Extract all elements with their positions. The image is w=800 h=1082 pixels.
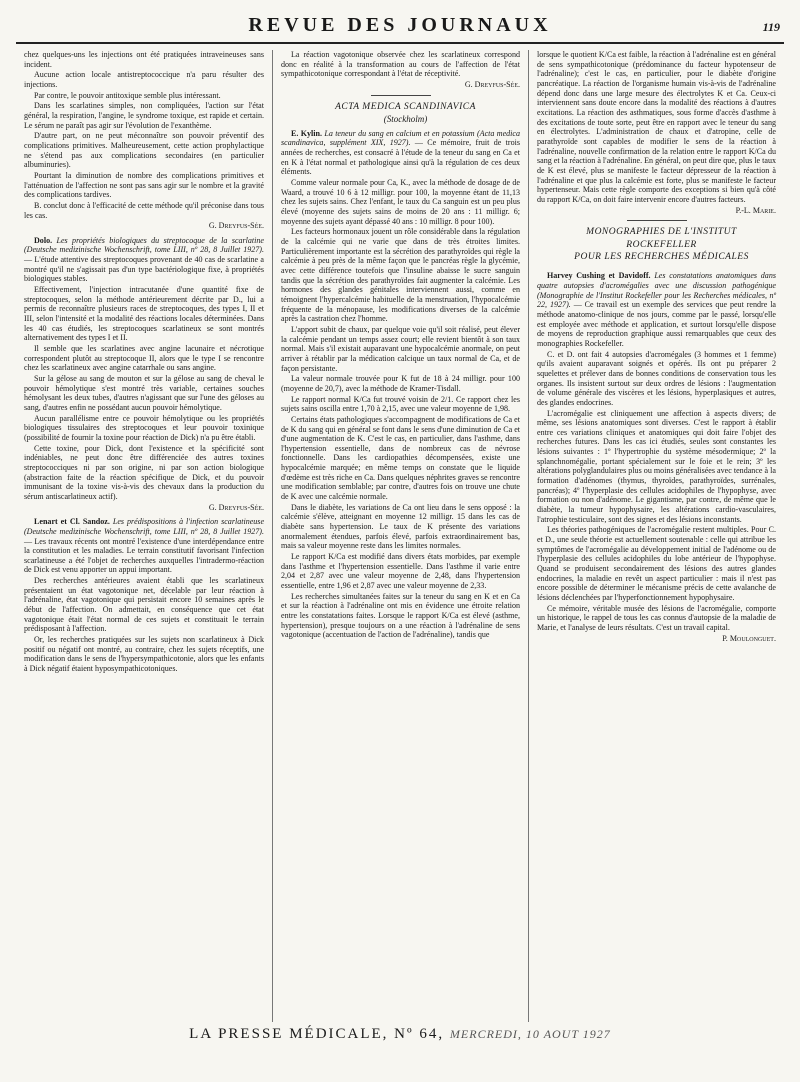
entry-title: Les prédispositions à l'infection scarlatineuse (Deutsche medizinische Wochenschrift, tome LIII, nº 28, 8 Juillet 1927). — [24, 517, 265, 536]
review-entry-cushing — [537, 271, 776, 348]
paragraph: D'autre part, on ne peut méconnaître son pouvoir préventif des complications primitives. Malheureusement, cette action prophylactique ne s'étend pas aux complications secondaires (en particulier albuminuries). — [24, 131, 264, 170]
section-title-line-3: POUR LES RECHERCHES MÉDICALES — [574, 251, 749, 262]
review-entry-dolo — [24, 236, 264, 284]
paragraph: Les théories pathogéniques de l'acromégalie restent multiples. Pour C. et D., une seule théorie est actuellement soutenable : celle qui attribue les symptômes de l'acromégalie au développement initial de l'adénome ou de l'hyperplasie des cellules acidophiles du lobe antérieur de l'hypophyse. Quand se produisent secondairement des lésions des autres glandes endocrines, la maladie en revêt un aspect particulier : mais il n'est pas encore possible de déterminer le mécanisme précis de cette avalanche de lésions déclenchées par l'hyperfonctionnement hypophysaire. — [537, 525, 776, 602]
paragraph: La valeur normale trouvée pour K fut de 18 à 24 milligr. pour 100 (moyenne de 20,7), avec la méthode de Kramer-Tisdall. — [281, 374, 520, 393]
article-columns — [16, 50, 784, 1022]
paragraph: Or, les recherches pratiquées sur les sujets non scarlatineux à Dick positif ou négatif ont montré, au contraire, chez les sujets réceptifs, une modification dans le sens de l'hypersympathicotonie, alors que les enfants à Dick négatif étaient hyposympathicotoniques. — [24, 635, 264, 674]
paragraph: Effectivement, l'injection intracutanée d'une quantité fixe de streptocoques, selon la méthode antérieurement décrite par D., lui a permis de reconnaître plusieurs races de streptocoques, des types I, II et III, selon l'intensité et la modalité des réactions locales déterminées. Dans les 40 cas étudiés, les streptocoques scarlatineux se sont montrés alternativement des types I et II. — [24, 285, 264, 343]
paragraph: Des recherches antérieures avaient établi que les scarlatineux présentaient un état vagotonique net, décelable par leur réaction à l'adrénaline, état vagotonique qui persistait encore 10 semaines après le début de l'affection. On admettait, en conséquence que cet état vagotonique était l'état normal de ces sujets et constituait le terrain prédisposant à l'affection. — [24, 576, 264, 634]
review-entry-lenart — [24, 517, 264, 575]
page-number: 119 — [762, 20, 780, 34]
section-divider — [371, 95, 431, 96]
paragraph: Par contre, le pouvoir antitoxique semble plus intéressant. — [34, 90, 221, 100]
paragraph: Il semble que les scarlatines avec angine lacunaire et nécrotique correspondent plutôt au streptocoque II, alors que le type I se rencontre chez les scarlatineux avec angine catarrhale ou sans angine. — [24, 344, 264, 373]
author-signature: G. Dreyfus-Sée. — [208, 221, 264, 231]
paragraph: Dans les scarlatines simples, non compliquées, l'action sur l'état général, la respiration, l'angine, le syndrome toxique, est rapide et certain. Le sérum ne paraît pas agir sur l'évolution de l'exanthème. — [24, 101, 264, 130]
paragraph: La réaction vagotonique observée chez les scarlatineux correspond donc en réalité à la transformation au cours de l'affection de l'état sympathicotonique correspondant à l'état de réceptivité. — [281, 50, 520, 79]
author-signature: G. Dreyfus-Sée. — [208, 502, 264, 512]
entry-text: — L'étude attentive des streptocoques provenant de 40 cas de scarlatine a montré qu'il ne s'agissait pas d'un type bactériologique fixe, à propriétés biologiques stables. — [24, 255, 264, 284]
entry-title: Les constatations anatomiques dans quatre autopsies d'acromégalies avec une discussion pathogénique (Monographie de l'Institut Rockefeller pour les Recherches médicales, nº 22, 1927). — [537, 271, 776, 310]
paragraph: lorsque le quotient K/Ca est faible, la réaction à l'adrénaline est en général de sens sympathicotonique (prédominance du facteur hypotenseur de l'adrénaline); c'est le cas, en particulier, pour le diabète d'origine pancréatique. La réaction de l'organisme humain vis-à-vis de l'adrénaline dépend donc dans une large mesure des électrolytes K et Ca. Ceux-ci interviennent sans doute encore dans la modalité des réactions à d'autres excitations. La réaction des asthmatiques, sous forme d'accès d'asthme à des excitations de toute sorte, peut être en rapport avec le teneur du sang en électrolytes. L'administration de chaux et d'atropine, celle de parathyroïde sont capables de modifier le sens de la réaction à l'adrénaline, nouvelle confirmation de la relation entre le rapport K/Ca du sang et la réaction à l'adrénaline. En général, on peut dire que, plus le taux de K est élevé, plus se manifeste le facteur dépresseur de la réaction à l'adrénaline et que plus la calcémie est forte, plus se manifeste le facteur hypertenseur. Mais cette règle comporte des exceptions si bien qu'à côté du rapport K/Ca, on doit faire intervenir encore d'autres facteurs. — [537, 50, 776, 204]
paragraph: L'acromégalie est cliniquement une affection à aspects divers; de même, ses lésions anatomiques sont diverses. C'est le rapport à établir entre ces variations cliniques et anatomiques qui doit faire l'objet des recherches futures. Dans les cas ici étudiés, seules sont constantes les lésions suivantes : 1º l'hypertrophie du système mésodermique; 2º la splanchnomégalie, portant spécialement sur le foie et le rein; 3º les altérations polyglandulaires plus ou moins généralisées avec tendance à la formation d'adénomes (thymus, thyroïdes, parathyroïdes, surrénales, pancréas); 4º l'hyperplasie des cellules acidophiles de l'hypophyse, avec formation ou non d'adénome. Le gigantisme, par contre, de même que le diabète, la tumeur hypophysaire, les altérations cardio-vasculaires, l'atrophie testiculaire, sont des signes et des lésions inconstants. — [537, 408, 776, 524]
section-title-line-2: ROCKEFELLER — [626, 239, 697, 250]
paragraph: Le rapport K/Ca est modifié dans divers états morbides, par exemple dans l'asthme et l'hypertension essentielle. Dans l'asthme il varie entre 2,04 et 2,87 avec une valeur moyenne de 2,48, dans l'hypertension essentielle, entre 1,96 et 2,87 avec une valeur moyenne de 2,33. — [281, 552, 520, 590]
entry-author: Lenart et Cl. Sandoz. — [34, 517, 110, 527]
paragraph: Cette toxine, pour Dick, dont l'existence et la spécificité sont indéniables, ne peut donc être différenciée des autres toxines streptococciques ni par son origine, ni par son action biologique (abstraction faite de la réaction spécifique de Dick, et du pouvoir immunisant de la toxine vis-à-vis des chevaux dans la production du sérum antiscarlatineux actif). — [24, 443, 264, 501]
section-divider — [627, 220, 687, 221]
paragraph: B. conclut donc à l'efficacité de cette méthode qu'il préconise dans tous les cas. — [24, 200, 264, 220]
paragraph: C. et D. ont fait 4 autopsies d'acromégales (3 hommes et 1 femme) qu'ils avaient auparavant soignés et opérés. Ils ont pu préparer 2 squelettes et prélever dans de bonnes conditions de conservation tous les organes. Ils insistent surtout sur deux ordres de lésions : l'augmentation de volume générale des viscères et les lésions, hyperplasiques et autres, des glandes endocrines. — [537, 349, 776, 407]
column-2 — [272, 50, 528, 1022]
paragraph: Le rapport normal K/Ca fut trouvé voisin de 2/1. Ce rapport chez les sujets sains oscilla entre 1,70 à 2,15, avec une valeur moyenne de 1,98. — [281, 394, 520, 414]
author-signature: G. Dreyfus-Sée. — [464, 79, 520, 89]
entry-title: La teneur du sang en calcium et en potassium (Acta medica scandinavica, supplément XIX, 1927). — [281, 128, 520, 148]
issue-date: MERCREDI, 10 AOUT 1927 — [449, 1027, 611, 1041]
page-header — [16, 12, 784, 44]
paragraph: Pourtant la diminution de nombre des complications primitives et l'atténuation de l'affection ne sont pas sans agir sur le nombre et la gravité des complications tardives. — [24, 170, 264, 200]
paragraph: Aucun parallélisme entre ce pouvoir hémolytique ou les propriétés biologiques tissulaires des streptocoques et leur pouvoir toxinique (possibilité de fournir la toxine pour réaction de Dick) n'a pu être établi. — [24, 413, 264, 442]
paragraph: Ce mémoire, véritable musée des lésions de l'acromégalie, comporte un historique, le rappel de tous les cas connus d'autopsie de la maladie de Marie, et l'analyse de leurs résultats. C'est un travail capital. — [537, 603, 776, 632]
section-title: ACTA MEDICA SCANDINAVICA — [335, 101, 476, 112]
entry-text: — Les travaux récents ont montré l'existence d'une interdépendance entre la constitution et les maladies. Le terrain constitutif favorisant l'infection scarlatineuse a été l'objet de recherches auxquelles l'intradermo-réaction de Dick est venu apporter un appui important. — [24, 536, 264, 575]
journal-name: LA PRESSE MÉDICALE, Nº 64, — [189, 1026, 445, 1042]
entry-author: Harvey Cushing et Davidoff. — [547, 271, 651, 281]
paragraph: Certains états pathologiques s'accompagnent de modifications de Ca et de K du sang qui en général se font dans le sens d'une diminution de Ca et d'une augmentation de K. C'est le cas, en particulier, dans l'asthme, dans l'hypertension essentielle, dans de nombreux cas de névrose fonctionnelle. Dans les cardiopathies décompensées, existe une hypocalcémie marquée; en même temps on constate que le liquide d'œdème est très riche en Ca. Dans quelques néphrites graves se rencontre une modification semblable; par contre, d'autres fois on trouve une chute de K avec une calcémie normale. — [281, 414, 520, 502]
paragraph: Comme valeur normale pour Ca, K., avec la méthode de dosage de de Waard, a trouvé 10 6 à 12 milligr. pour 100, la moyenne étant de 11,13 chez les sujets sains. Chez l'enfant, le taux du Ca sanguin est un peu plus élevé (moyenne des sujets sains de moins de 20 ans : 11 milligr. 6; moyenne des sujets ayant dépassé 40 ans : 10 milligr. 8 pour 100). — [281, 178, 520, 226]
column-1 — [16, 50, 272, 1022]
author-signature: P.-L. Marie. — [735, 205, 776, 215]
entry-text: — Ce travail est un exemple des services que peut rendre la méthode anatomo-clinique de nos jours, comme par le passé, lorsqu'elle est employée avec méthode et application, et surtout lorsqu'elle dispose de moyens de reproduction graphique aussi remarquables que ceux des monographies Rockefeller. — [537, 300, 776, 348]
running-title: REVUE DES JOURNAUX — [248, 14, 552, 36]
entry-title: Les propriétés biologiques du streptocoque de la scarlatine (Deutsche medizinische Wochenschrift, tome LIII, nº 28, 8 Juillet 1927). — [24, 235, 265, 255]
page-footer — [0, 1026, 800, 1043]
section-title-line-1: MONOGRAPHIES DE L'INSTITUT — [586, 227, 737, 238]
paragraph: L'apport subit de chaux, par quelque voie qu'il soit réalisé, peut élever la calcémie pendant un temps assez court; elle revient bientôt à son taux normal. Mais s'il existait auparavant une hypocalcémie anormale, on peut arriver à rétablir par la médication calcique un taux normal de Ca, et de façon persistante. — [281, 324, 520, 373]
paragraph: Dans le diabète, les variations de Ca ont lieu dans le sens opposé : la calcémie s'élève, atteignant en moyenne 12 milligr. 15 dans les cas de diabète sans hypertension. Le taux de K présente des variations anormalement étendues, parfois élevé, parfois extraordinairement bas, mais sa valeur moyenne reste dans les limites normales. — [281, 502, 520, 551]
entry-author: Dolo. — [34, 235, 53, 245]
paragraph: Les recherches simultanées faites sur la teneur du sang en K et en Ca et sur la réaction à l'adrénaline ont mis en évidence une étroite relation entre les constatations faites. Lorsque le rapport K/Ca est élevé (asthme, hypertension), presque toujours on a une réaction à l'adrénaline de sens vagotonique (accentuation de l'action de l'adrénaline), tandis que — [281, 591, 520, 640]
entry-author: E. Kylin. — [291, 128, 322, 138]
paragraph: Sur la gélose au sang de mouton et sur la gélose au sang de cheval le pouvoir hémolytique s'est montré très variable, certaines souches hémolysant les deux tubes, d'autres n'agissant que sur l'une des géloses au sang, d'autres enfin ne possédant aucun pouvoir hémolytique. — [24, 374, 264, 412]
entry-text: — Ce mémoire, fruit de trois années de recherches, est consacré à l'étude de la teneur du sang en Ca et en K à l'état normal et pathologique ainsi qu'à la régulation de ces deux éléments. — [281, 138, 520, 177]
review-entry-kylin — [281, 129, 520, 177]
paragraph: Les facteurs hormonaux jouent un rôle considérable dans la régulation de la calcémie qui ne varie que dans de très étroites limites. Particulièrement importante est la sécrétion des parathyroïdes qui règle la calcémie à peu près de la même façon que le pancréas règle la glycémie, avec cette différence toutefois que l'insuline abaisse le sucre sanguin tandis que la sécrétion des parathyroïdes fait augmenter la calcémie. Les hormones des glandes génitales interviennent aussi, comme en témoignent l'hypercalcémie habituelle de la menstruation, l'hypocalcémie fréquente de la ménopause, les modifications diverses de la calcémie après la castration chez l'homme. — [281, 227, 520, 324]
author-signature: P. Moulonguet. — [722, 633, 776, 643]
section-subtitle: (Stockholm) — [383, 114, 428, 125]
paragraph: chez quelques-uns les injections ont été pratiquées intraveineuses sans incident. — [24, 50, 264, 69]
column-3 — [528, 50, 784, 1022]
paragraph: Aucune action locale antistreptococcique n'a paru résulter des injections. — [24, 70, 264, 89]
